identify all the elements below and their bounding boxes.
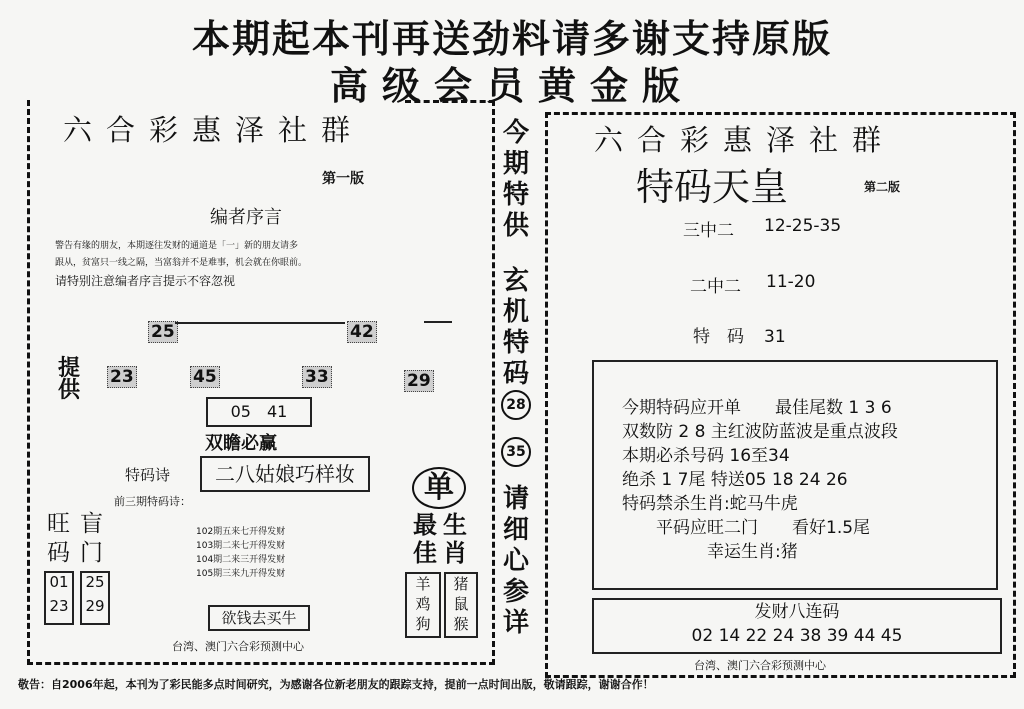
history-4: 105期三来九开得发财 (196, 569, 286, 579)
middle-top-text (496, 118, 536, 242)
provide-label: 提供 (58, 356, 81, 403)
middle-mid-char-3: 特 (502, 328, 529, 358)
row1-number-2: 42 (347, 321, 377, 343)
left-panel-top-border (405, 100, 495, 103)
middle-bottom-char-1: 请 (502, 484, 529, 514)
forecast-box (592, 360, 998, 590)
header-title: 本期起本刊再送劲料请多谢支持原版 (191, 16, 832, 61)
middle-top-char-3: 特 (502, 180, 529, 210)
zodiac-left-box (405, 572, 441, 638)
middle-bottom-char-3: 心 (502, 546, 529, 576)
preface-line-1: 警告有缘的朋友，本期逐往发财的通道是「一」新的朋友请多 (55, 241, 299, 251)
middle-bottom-text (496, 484, 536, 639)
forecast-line-7: 幸运生肖:猪 (622, 542, 798, 562)
left-group-title: 六合彩惠泽社群 (63, 113, 365, 147)
wang-number-2: 23 (49, 597, 69, 615)
single-badge (412, 467, 466, 509)
preface-title: 编者序言 (210, 207, 282, 228)
poem-label: 特码诗 (125, 466, 171, 484)
left-panel-bottom-border (27, 662, 495, 665)
box-numbers-text: 05 41 (230, 402, 288, 421)
footer-note: 敬告：自2006年起，本刊为了彩民能多点时间研究，为感谢各位新老朋友的跟踪支持，提前一点时间出版，敬请跟踪，谢谢合作！ (18, 678, 654, 691)
preface-line-2: 跟从，贫富只一线之隔，当富翁并不是难事，机会就在你眼前。 (55, 258, 308, 268)
left-center-name: 台湾、澳门六合彩预测中心 (172, 640, 304, 653)
poem-text: 二八姑娘巧样妆 (215, 462, 355, 486)
row2-number-2: 45 (190, 366, 220, 388)
mang-number-1: 25 (85, 573, 105, 591)
wang-number-1: 01 (49, 573, 69, 591)
forecast-line-2: 双数防 2 8 主红波防蓝波是重点波段 (622, 422, 898, 442)
history-3: 104期二来三开得发财 (196, 555, 286, 565)
zodiac-right-2: 鼠 (453, 595, 469, 613)
row2-number-4: 29 (404, 370, 434, 392)
line1-numbers: 12-25-35 (764, 216, 842, 236)
row2-number-3: 33 (302, 366, 332, 388)
middle-mid-char-4: 码 (502, 359, 529, 389)
prev-label: 前三期特码诗： (114, 495, 191, 508)
right-center-name: 台湾、澳门六合彩预测中心 (694, 659, 826, 672)
zodiac-right-1: 猪 (453, 575, 469, 593)
middle-top-char-1: 今 (502, 118, 529, 148)
zodiac-left-3: 狗 (415, 615, 431, 633)
eight-numbers-box (592, 598, 1002, 654)
middle-mid-text (496, 266, 536, 390)
row1-number-1: 25 (148, 321, 178, 343)
middle-bottom-char-4: 参 (502, 577, 529, 607)
mang-men-label: 盲门 (80, 511, 103, 566)
line3-numbers: 31 (764, 327, 786, 347)
header-subtitle: 高级会员黄金版 (329, 63, 694, 108)
zodiac-left-2: 鸡 (415, 595, 431, 613)
row2-number-1: 23 (107, 366, 137, 388)
double-sure: 双瞻必赢 (205, 433, 277, 454)
riddle-box (208, 605, 310, 631)
eight-numbers-title: 发财八连码 (754, 602, 840, 622)
row1-line (175, 322, 345, 324)
single-label: 单 (424, 470, 454, 505)
best-label: 最佳 (413, 511, 437, 567)
middle-bottom-char-5: 详 (502, 608, 529, 638)
eight-numbers: 02 14 22 24 38 39 44 45 (691, 626, 903, 646)
line2-label: 二中二 (690, 277, 741, 297)
middle-circle-1: 28 (501, 390, 531, 420)
forecast-line-3: 本期必杀号码 16至34 (622, 446, 790, 466)
middle-bottom-char-2: 细 (502, 515, 529, 545)
poem-box (200, 456, 370, 492)
middle-top-char-2: 期 (502, 149, 529, 179)
line3-label: 特 码 (693, 327, 744, 347)
wang-numbers-box (44, 571, 74, 625)
middle-mid-char-2: 机 (502, 297, 529, 327)
right-group-title: 六合彩惠泽社群 (594, 123, 896, 157)
zodiac-right-3: 猴 (453, 615, 469, 633)
zodiac-label: 生肖 (443, 511, 467, 567)
left-edition: 第一版 (322, 171, 364, 187)
line2-numbers: 11-20 (766, 272, 816, 292)
middle-mid-char-1: 玄 (502, 266, 529, 296)
forecast-line-1: 今期特码应开单 最佳尾数 1 3 6 (622, 398, 892, 418)
right-big-title: 特码天皇 (636, 165, 789, 209)
mang-numbers-box (80, 571, 110, 625)
riddle-text: 欲钱去买牛 (221, 609, 297, 627)
history-1: 102期五来七开得发财 (196, 527, 286, 537)
box-numbers (206, 397, 312, 427)
wang-ma-label: 旺码 (47, 511, 70, 566)
line1-label: 三中二 (683, 221, 734, 241)
zodiac-left-1: 羊 (415, 575, 431, 593)
preface-note: 请特别注意编者序言提示不容忽视 (55, 274, 236, 288)
middle-circle-2: 35 (501, 437, 531, 467)
mang-number-2: 29 (85, 597, 105, 615)
forecast-line-5: 特码禁杀生肖:蛇马牛虎 (622, 494, 798, 514)
zodiac-right-box (444, 572, 478, 638)
right-edition: 第二版 (864, 180, 901, 194)
row1-dash (424, 321, 452, 323)
forecast-line-4: 绝杀 1 7尾 特送05 18 24 26 (622, 470, 848, 490)
history-2: 103期二来七开得发财 (196, 541, 286, 551)
middle-top-char-4: 供 (502, 211, 529, 241)
left-panel-right-border (492, 100, 495, 665)
forecast-line-6: 平码应旺二门 看好1.5尾 (622, 518, 871, 538)
